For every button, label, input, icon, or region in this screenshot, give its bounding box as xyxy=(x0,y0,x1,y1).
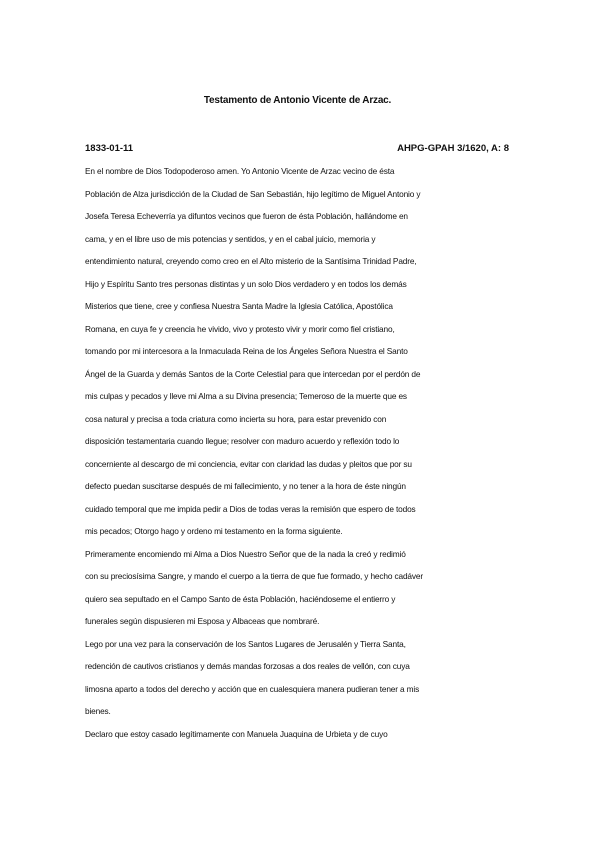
body-line: Declaro que estoy casado legítimamente con Manuela Juaquina de Urbieta y de cuyo xyxy=(85,728,388,739)
body-line: quiero sea sepultado en el Campo Santo de ésta Población, haciéndoseme el entierro y xyxy=(85,593,396,604)
body-line: limosna aparto a todos del derecho y acción que en cualesquiera manera pudieran tener a mis xyxy=(85,683,420,694)
body-line: Josefa Teresa Echeverría ya difuntos vecinos que fueron de ésta Población, hallándome en xyxy=(85,211,408,221)
body-line: mis pecados; Otorgo hago y ordeno mi testamento en la forma siguiente. xyxy=(85,526,343,536)
body-line: con su preciosísima Sangre, y mando el cuerpo a la tierra de que fue formado, y hecho cadáver xyxy=(85,571,423,581)
archive-reference: AHPG-GPAH 3/1620, A: 8 xyxy=(397,143,509,154)
body-line: Ángel de la Guarda y demás Santos de la Corte Celestial para que intercedan por el perdón de xyxy=(85,368,421,379)
body-line: funerales según dispusieren mi Esposa y Albaceas que nombraré. xyxy=(85,616,320,626)
body-line: Población de Alza jurisdicción de la Ciudad de San Sebastián, hijo legítimo de Miguel Antonio y xyxy=(85,188,421,199)
body-line: disposición testamentaria cuando llegue; resolver con maduro acuerdo y reflexión todo lo xyxy=(85,436,400,446)
body-line: redención de cautivos cristianos y demás mandas forzosas a dos reales de vellón, con cuya xyxy=(85,661,410,671)
document-body xyxy=(85,160,513,745)
body-line: Misterios que tiene, cree y confiesa Nuestra Santa Madre la Iglesia Católica, Apostólica xyxy=(85,301,393,311)
body-line: En el nombre de Dios Todopoderoso amen. Yo Antonio Vicente de Arzac vecino de ésta xyxy=(85,166,395,176)
body-line: concerniente al descargo de mi conciencia, evitar con claridad las dudas y pleitos que por su xyxy=(85,458,412,469)
body-line: cama, y en el libre uso de mis potencias y sentidos, y en el cabal juicio, memoria y xyxy=(85,233,376,244)
document-title: Testamento de Antonio Vicente de Arzac. xyxy=(203,95,392,106)
document-date: 1833-01-11 xyxy=(85,143,134,154)
body-line: cosa natural y precisa a toda criatura como incierta su hora, para estar prevenido con xyxy=(85,413,387,424)
body-line: Lego por una vez para la conservación de los Santos Lugares de Jerusalén y Tierra Santa, xyxy=(85,638,406,649)
body-line: tomando por mi intercesora a la Inmaculada Reina de los Ángeles Señora Nuestra el Santo xyxy=(85,346,408,356)
body-line: Romana, en cuya fe y creencia he vivido, vivo y protesto vivir y morir como fiel cristiano, xyxy=(85,323,395,334)
body-line: entendimiento natural, creyendo como creo en el Alto misterio de la Santísima Trinidad Padre, xyxy=(85,256,417,266)
body-line: bienes. xyxy=(85,706,111,716)
body-line: defecto puedan suscitarse después de mi fallecimiento, y no tener a la hora de éste ningún xyxy=(85,481,406,491)
body-line: cuidado temporal que me impida pedir a Dios de todas veras la remisión que espero de todos xyxy=(85,503,416,514)
body-line: Hijo y Espíritu Santo tres personas distintas y un solo Dios verdadero y en todos los demás xyxy=(85,278,407,289)
body-line: Primeramente encomiendo mi Alma a Dios Nuestro Señor que de la nada la creó y redimió xyxy=(85,548,406,559)
body-line: mis culpas y pecados y lleve mi Alma a su Divina presencia; Temeroso de la muerte que es xyxy=(85,391,407,401)
